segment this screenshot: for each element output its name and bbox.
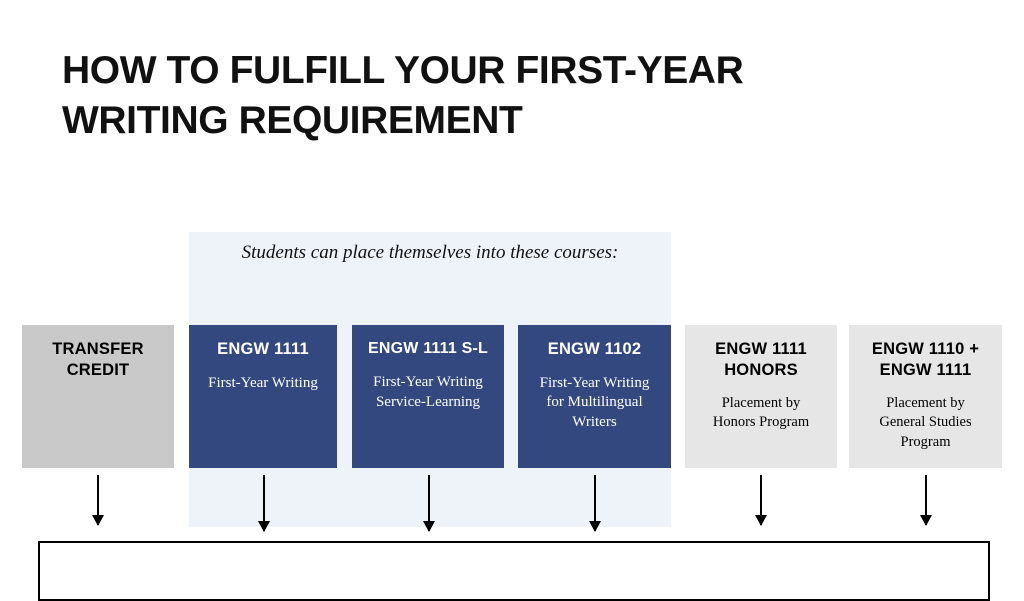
course-code: ENGW 1111 S-L — [368, 340, 488, 357]
arrow-down-icon — [428, 475, 430, 531]
course-subtitle-line3: Writers — [572, 414, 617, 431]
arrow-head — [920, 515, 932, 526]
course-subtitle — [362, 373, 494, 413]
course-subtitle-line2: General Studies — [879, 414, 972, 431]
course-code-line2: ENGW 1111 — [879, 360, 972, 379]
arrow-head — [589, 521, 601, 532]
course-code — [859, 339, 992, 380]
course-box-engw-1111-honors[interactable] — [685, 325, 837, 468]
arrow-head — [258, 521, 270, 532]
course-subtitle-line2: Honors Program — [712, 414, 810, 431]
arrow-head — [423, 521, 435, 532]
course-subtitle: First-Year Writing — [208, 374, 318, 391]
arrow-down-icon — [263, 475, 265, 531]
arrow-down-icon — [594, 475, 596, 531]
course-subtitle-line3: Program — [900, 433, 951, 450]
arrow-down-icon — [97, 475, 99, 525]
course-box-engw-1102[interactable] — [518, 325, 671, 468]
course-code — [695, 339, 827, 380]
course-code-line2: CREDIT — [66, 360, 130, 379]
course-box-transfer-credit[interactable] — [22, 325, 174, 468]
course-subtitle-line2: for Multilingual — [546, 394, 643, 411]
course-subtitle-line1: First-Year Writing — [539, 374, 650, 391]
course-code — [32, 339, 164, 380]
course-code: ENGW 1111 — [217, 340, 309, 358]
page-title: HOW TO FULFILL YOUR FIRST-YEAR WRITING REQUIREMENT — [62, 49, 744, 142]
placement-panel-label: Students can place themselves into these courses: — [241, 242, 619, 263]
course-code-line2: HONORS — [724, 360, 798, 379]
course-box-engw-1111[interactable] — [189, 325, 337, 468]
course-box-engw-1111-sl[interactable] — [352, 325, 504, 468]
arrow-head — [755, 515, 767, 526]
outcome-bar — [38, 541, 990, 601]
course-code-line1: ENGW 1111 — [715, 340, 807, 358]
course-subtitle-line2: Service-Learning — [375, 393, 481, 410]
course-code-line1: ENGW 1110 + — [871, 340, 980, 358]
course-subtitle-line1: Placement by — [721, 395, 801, 412]
course-subtitle-line1: Placement by — [886, 395, 965, 412]
course-subtitle — [859, 394, 992, 451]
arrow-head — [92, 515, 104, 526]
course-subtitle-line1: First-Year Writing — [373, 374, 483, 390]
arrow-down-icon — [925, 475, 927, 525]
course-subtitle — [695, 394, 827, 432]
course-code: ENGW 1102 — [547, 340, 642, 358]
course-box-engw-1110-plus-1111[interactable] — [849, 325, 1002, 468]
course-subtitle — [528, 374, 661, 433]
course-code-line1: TRANSFER — [52, 340, 144, 358]
arrow-down-icon — [760, 475, 762, 525]
